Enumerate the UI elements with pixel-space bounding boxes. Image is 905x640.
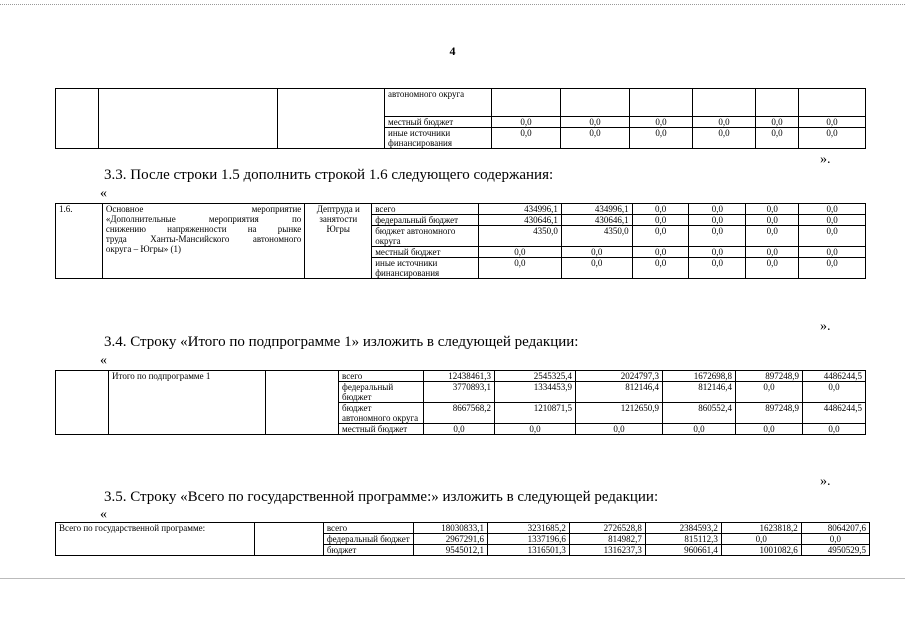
row-label: всего xyxy=(323,523,413,534)
row-label: местный бюджет xyxy=(339,424,424,435)
open-quote: « xyxy=(100,353,107,368)
table-row: местный бюджет 0,0 0,0 0,0 0,0 0,0 0,0 xyxy=(56,247,866,258)
continuation-table xyxy=(55,88,866,149)
section-3-4-heading: 3.4. Строку «Итого по подпрограмме 1» изложить в следующей редакции: xyxy=(104,334,579,350)
row-label: бюджет автономного округа xyxy=(372,226,479,247)
section-3-3-heading: 3.3. После строки 1.5 дополнить строкой 1.6 следующего содержания: xyxy=(104,167,554,183)
section-3-5-heading: 3.5. Строку «Всего по государственной программе:» изложить в следующей редакции: xyxy=(104,489,659,505)
row-label: бюджет автономного округа xyxy=(339,403,424,424)
table-row: иные источники финансирования 0,0 0,0 0,0 0,0 0,0 0,0 xyxy=(56,128,866,149)
close-quote: ». xyxy=(820,152,831,167)
row-label: федеральный бюджет xyxy=(323,534,413,545)
row-label: автономного округа xyxy=(385,89,492,117)
measure-name: Основное мероприятие «Дополнительные мероприятия по снижению напряженности на рынке труда Ханты-Мансийского автономного округа – Югры» (1) xyxy=(102,204,304,279)
open-quote: « xyxy=(100,507,107,522)
executor: Дептруда и занятости Югры xyxy=(305,204,372,279)
row-label: всего xyxy=(339,371,424,382)
table-row: 1.6. Основное мероприятие «Дополнительные мероприятия по снижению напряженности на рынке труда Ханты-Мансийского автономного округа – Югры» (1) Дептруда и занятости Югры всего 434996,1 434996,1 0,0 0,0 0,0 0,0 xyxy=(56,204,866,215)
table-row: местный бюджет 0,0 0,0 0,0 0,0 0,0 0,0 xyxy=(56,424,866,435)
row-label: федеральный бюджет xyxy=(372,215,479,226)
row-label: местный бюджет xyxy=(372,247,479,258)
row-label: иные источники финансирования xyxy=(385,128,492,149)
bottom-scan-edge xyxy=(0,578,905,579)
table-row: бюджет 9545012,1 1316501,3 1316237,3 960661,4 1001082,6 4950529,5 xyxy=(56,545,870,556)
total-name: Всего по государственной программе: xyxy=(56,523,255,556)
table-row: федеральный бюджет 430646,1 430646,1 0,0 0,0 0,0 0,0 xyxy=(56,215,866,226)
row-label: всего xyxy=(372,204,479,215)
row-number: 1.6. xyxy=(56,204,103,279)
row-label: местный бюджет xyxy=(385,117,492,128)
total-name: Итого по подпрограмме 1 xyxy=(109,371,266,435)
row-label: федеральный бюджет xyxy=(339,382,424,403)
table-row: федеральный бюджет 2967291,6 1337196,6 814982,7 815112,3 0,0 0,0 xyxy=(56,534,870,545)
top-scan-edge xyxy=(0,4,905,5)
row-1-6-table xyxy=(55,203,866,279)
table-row: Итого по подпрограмме 1 всего 12438461,3 2545325,4 2024797,3 1672698,8 897248,9 4486244,5 xyxy=(56,371,866,382)
program-total-table xyxy=(55,522,870,556)
table-row: Всего по государственной программе: всего 18030833,1 3231685,2 2726528,8 2384593,2 1623818,2 8064207,6 xyxy=(56,523,870,534)
table-row: иные источники финансирования 0,0 0,0 0,0 0,0 0,0 0,0 xyxy=(56,258,866,279)
table-row: бюджет автономного округа 4350,0 4350,0 0,0 0,0 0,0 0,0 xyxy=(56,226,866,247)
row-label: бюджет xyxy=(323,545,413,556)
close-quote: ». xyxy=(820,474,831,489)
open-quote: « xyxy=(100,186,107,201)
table-row: федеральный бюджет 3770893,1 1334453,9 812146,4 812146,4 0,0 0,0 xyxy=(56,382,866,403)
close-quote: ». xyxy=(820,319,831,334)
row-label: иные источники финансирования xyxy=(372,258,479,279)
page-number: 4 xyxy=(449,44,456,58)
subprogram-total-table xyxy=(55,370,866,435)
table-row xyxy=(56,89,866,117)
table-row: местный бюджет 0,0 0,0 0,0 0,0 0,0 0,0 xyxy=(56,117,866,128)
table-row: бюджет автономного округа 8667568,2 1210871,5 1212650,9 860552,4 897248,9 4486244,5 xyxy=(56,403,866,424)
